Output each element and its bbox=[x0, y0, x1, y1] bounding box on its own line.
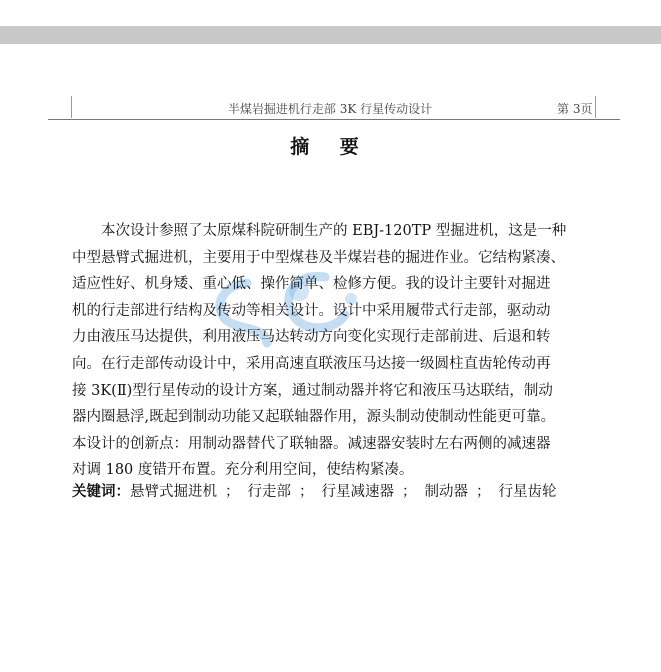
keyword: 悬臂式掘进机 bbox=[130, 484, 217, 500]
abstract-body bbox=[72, 218, 632, 484]
keyword-separator: ； bbox=[299, 484, 314, 500]
abstract-heading: 摘 要 bbox=[290, 136, 371, 158]
keyword: 行星齿轮 bbox=[498, 484, 557, 500]
abstract-line: 中型悬臂式掘进机，主要用于中型煤巷及半煤岩巷的掘进作业。它结构紧凑、 bbox=[72, 249, 565, 266]
keyword-separator: ； bbox=[402, 484, 417, 500]
abstract-line: 接 3K(Ⅱ)型行星传动的设计方案，通过制动器并将它和液压马达联结，制动 bbox=[72, 382, 553, 399]
running-header-page-number: 第 3页 bbox=[557, 102, 593, 116]
keyword-separator: ； bbox=[476, 484, 491, 500]
abstract-line: 机的行走部进行结构及传动等相关设计。设计中采用履带式行走部，驱动动 bbox=[72, 302, 551, 319]
header-rule bbox=[48, 119, 620, 120]
abstract-line: 本次设计参照了太原煤科院研制生产的 EBJ-120TP 型掘进机，这是一种 bbox=[101, 223, 567, 239]
abstract-line: 适应性好、机身矮、重心低、操作简单、检修方便。我的设计主要针对掘进 bbox=[72, 276, 551, 293]
abstract-line: 向。在行走部传动设计中，采用高速直联液压马达接一级圆柱直齿轮传动再 bbox=[72, 355, 551, 372]
keyword: 行走部 bbox=[247, 484, 291, 500]
keyword: 行星减速器 bbox=[321, 484, 394, 500]
keywords-label: 关键词： bbox=[72, 484, 130, 500]
keyword: 制动器 bbox=[424, 484, 468, 500]
abstract-line: 器内圈悬浮,既起到制动功能又起联轴器作用，源头制动使制动性能更可靠。 bbox=[72, 409, 556, 426]
abstract-line: 本设计的创新点：用制动器替代了联轴器。减速器安装时左右两侧的减速器 bbox=[72, 435, 551, 452]
top-toolbar-strip bbox=[0, 26, 661, 44]
crop-mark-left bbox=[71, 96, 72, 118]
crop-mark-right bbox=[595, 96, 596, 118]
keyword-separator: ； bbox=[225, 484, 240, 500]
running-header-title: 半煤岩掘进机行走部 3K 行星传动设计 bbox=[227, 102, 433, 116]
abstract-line: 对调 180 度错开布置。充分利用空间，使结构紧凑。 bbox=[72, 462, 414, 479]
keywords-line bbox=[72, 481, 632, 503]
abstract-line: 力由液压马达提供，利用液压马达转动方向变化实现行走部前进、后退和转 bbox=[72, 329, 551, 346]
